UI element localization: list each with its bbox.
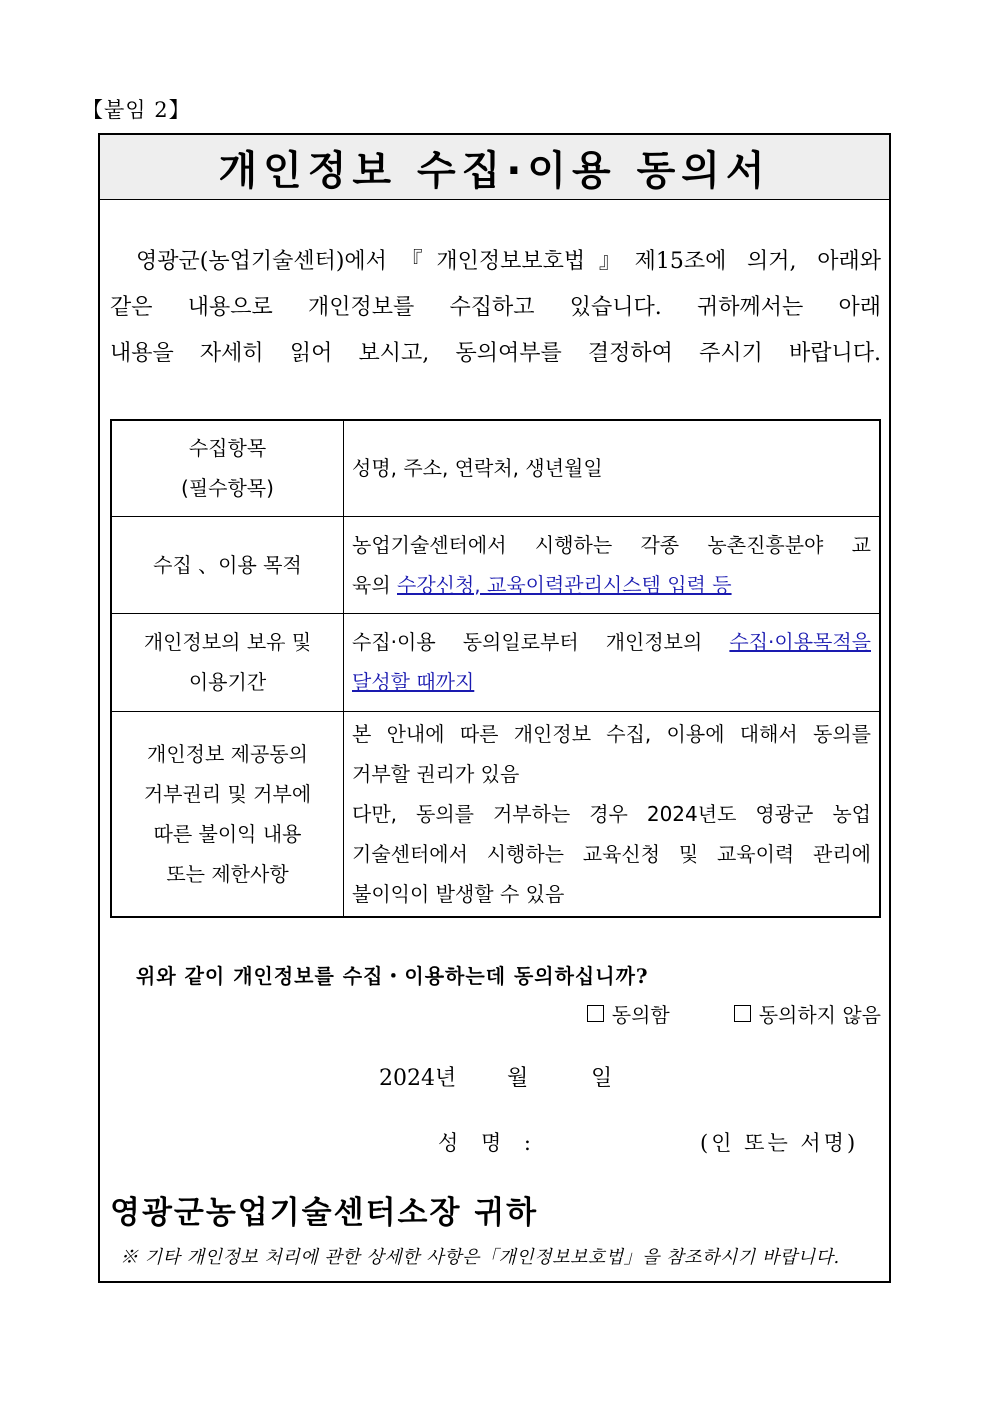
row-label-refusal-rights — [111, 711, 344, 917]
row-label-purpose — [111, 516, 344, 613]
table-row — [111, 420, 880, 516]
value-line — [352, 662, 871, 702]
label-line: 따른 불이익 내용 — [153, 821, 302, 846]
row-value-refusal-rights — [344, 711, 881, 917]
value-line: 농업기술센터에서 시행하는 각종 농촌진흥분야 교 — [352, 532, 871, 557]
date-day: 일 — [591, 1066, 613, 1091]
value-line: 거부할 권리가 있음 — [352, 761, 520, 786]
label-line: 수집 、이용 목적 — [153, 552, 302, 577]
agree-label: 동의함 — [611, 1003, 670, 1027]
disagree-label: 동의하지 않음 — [758, 1003, 881, 1027]
intro-paragraph — [110, 239, 881, 377]
table-row — [111, 613, 880, 711]
value-line — [352, 622, 871, 662]
signature-row — [438, 1127, 858, 1157]
agree-checkbox[interactable] — [587, 1005, 604, 1022]
value-line: 다만, 동의를 거부하는 경우 2024년도 영광군 농업 — [352, 801, 871, 826]
value-text: 성명, 주소, 연락처, 생년월일 — [352, 456, 603, 481]
intro-line: 영광군(농업기술센터)에서『개인정보보호법』제15조에 의거, 아래와 — [136, 249, 881, 274]
value-line: 기술센터에서 시행하는 교육신청 및 교육이력 관리에 — [352, 841, 871, 866]
row-label-collection-items — [111, 420, 344, 516]
disagree-checkbox[interactable] — [734, 1005, 751, 1022]
name-label: 성 명 : — [438, 1131, 539, 1155]
label-line: 개인정보의 보유 및 — [143, 630, 312, 654]
title-bar — [100, 135, 889, 200]
intro-line: 내용을 자세히 읽어 보시고, 동의여부를 결정하여 주시기 바랍니다. — [110, 341, 881, 366]
value-text: 수집·이용 동의일로부터 개인정보의 — [352, 630, 730, 654]
label-line: 거부권리 및 거부에 — [143, 781, 312, 806]
form-title: 개인정보 수집·이용 동의서 — [218, 147, 771, 194]
consent-question: 위와 같이 개인정보를 수집・이용하는데 동의하십니까? — [136, 964, 649, 988]
value-line: 본 안내에 따른 개인정보 수집, 이용에 대해서 동의를 — [352, 721, 871, 746]
addressee: 영광군농업기술센터소장 귀하 — [110, 1195, 539, 1231]
attachment-label: 【붙임 2】 — [82, 98, 191, 122]
label-line: 또는 제한사항 — [166, 861, 289, 886]
label-line: 수집항목 — [188, 436, 267, 461]
label-line: 이용기간 — [188, 670, 267, 694]
footnote: ※ 기타 개인정보 처리에 관한 상세한 사항은「개인정보보호법」을 참조하시기 바랍니다. — [120, 1247, 840, 1268]
highlight-text: 수강신청, 교육이력관리시스템 입력 등 — [397, 572, 732, 597]
disagree-option[interactable] — [734, 999, 881, 1028]
table-row — [111, 516, 880, 613]
agree-option[interactable] — [587, 999, 670, 1028]
row-value-retention-period — [344, 613, 881, 711]
date-year: 2024년 — [379, 1066, 457, 1091]
row-label-retention-period — [111, 613, 344, 711]
info-table — [110, 419, 881, 918]
label-line: (필수항목) — [181, 476, 274, 501]
date-month: 월 — [507, 1066, 529, 1091]
value-line: 불이익이 발생할 수 있음 — [352, 881, 565, 906]
highlight-text: 수집·이용목적을 — [729, 630, 871, 654]
intro-line: 같은 내용으로 개인정보를 수집하고 있습니다. 귀하께서는 아래 — [110, 295, 881, 320]
label-line: 개인정보 제공동의 — [147, 741, 308, 766]
row-value-purpose — [344, 516, 881, 613]
value-line — [352, 565, 871, 605]
date-row — [379, 1061, 612, 1092]
seal-label: (인 또는 서명) — [700, 1131, 859, 1155]
table-row — [111, 711, 880, 917]
consent-options — [587, 999, 881, 1028]
value-text: 육의 — [352, 572, 397, 597]
row-value-collection-items — [344, 420, 881, 516]
highlight-text: 달성할 때까지 — [352, 670, 475, 694]
consent-form — [98, 133, 891, 1283]
